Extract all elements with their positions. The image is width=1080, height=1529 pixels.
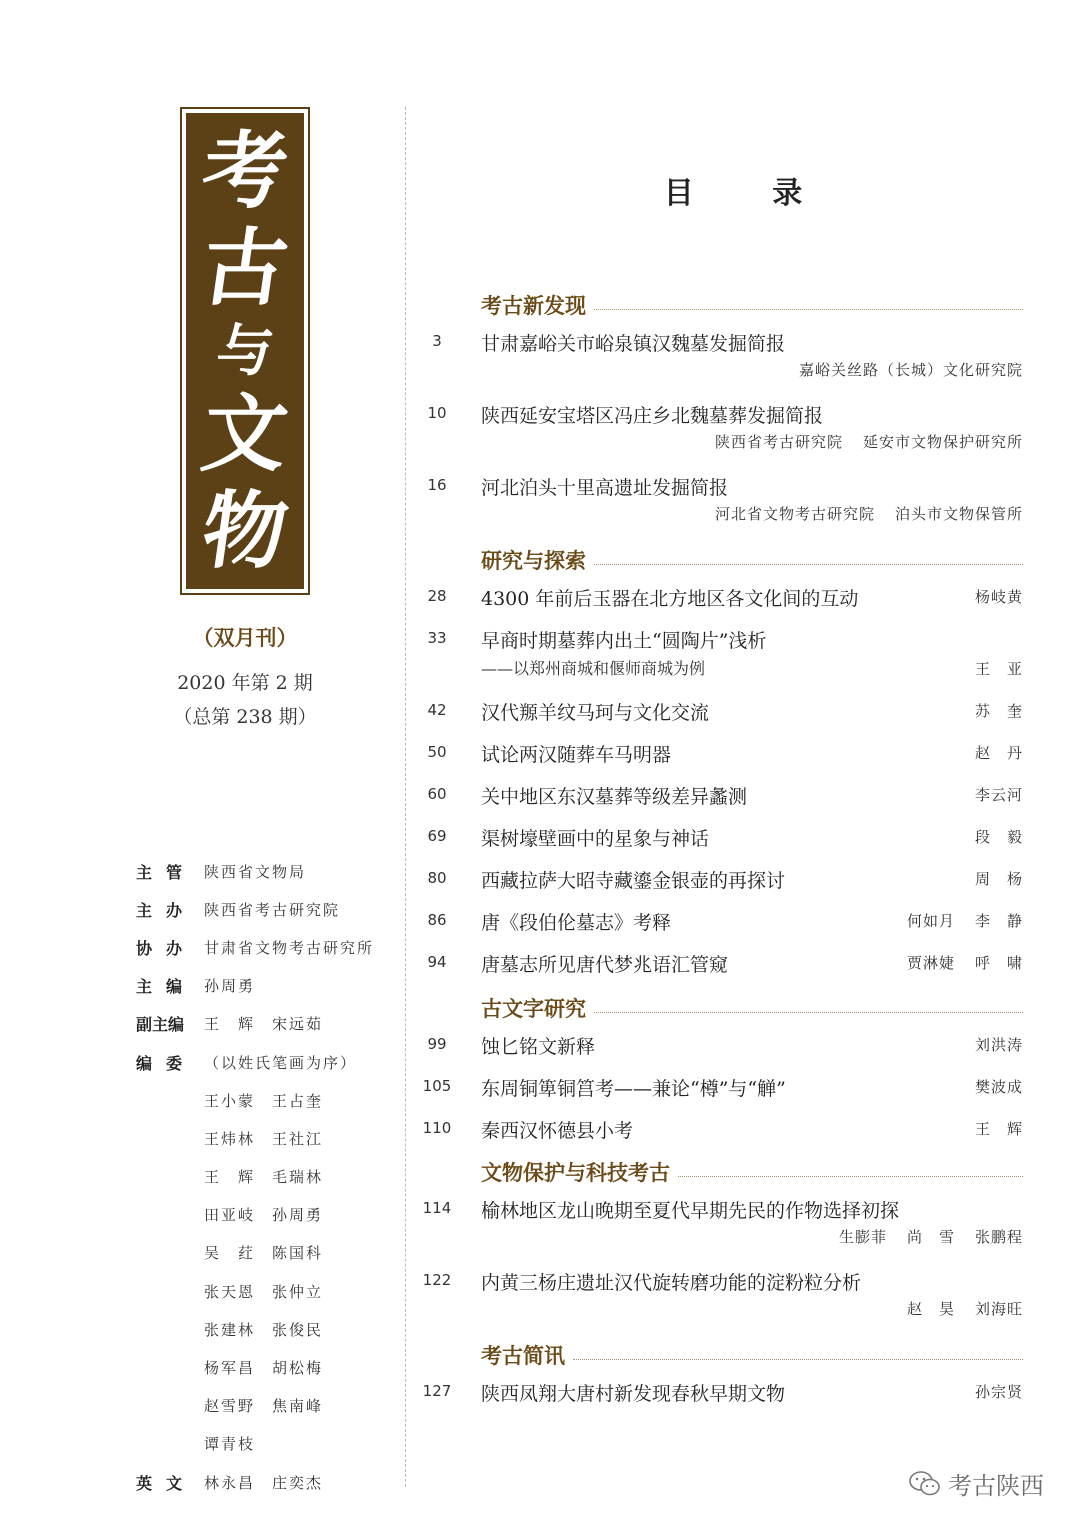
author-name: 苏 奎 (974, 702, 1023, 720)
logo-char: 文 (196, 383, 295, 483)
toc-authors (955, 586, 1023, 607)
issue-number: 2020 年第 2 期 (177, 672, 313, 694)
author-name: 刘海旺 (974, 1300, 1023, 1318)
toc-section-header (481, 291, 1023, 319)
toc-article-title: 关中地区东汉墓葬等级差异蠡测 (481, 786, 748, 808)
toc-article-title: 甘肃嘉峪关市峪泉镇汉魏墓发掘简报 (481, 333, 786, 355)
staff-row (136, 890, 396, 928)
toc-page-number: 80 (427, 869, 447, 887)
toc-authors (955, 1381, 1023, 1402)
toc-article-title: 陕西凤翔大唐村新发现春秋早期文物 (481, 1383, 786, 1405)
toc-section-header (481, 1158, 1023, 1186)
staff-names: 陕西省文物局 (204, 862, 307, 881)
journal-logo (180, 107, 310, 595)
toc-section-name: 研究与探索 (481, 548, 586, 573)
toc-page-number: 99 (427, 1035, 447, 1053)
staff-names: 林永昌 庄奕杰 (204, 1473, 324, 1492)
section-dotted-rule (678, 1176, 1023, 1177)
toc-authors (955, 826, 1023, 847)
toc-authors (955, 784, 1023, 805)
toc-authors (955, 742, 1023, 763)
staff-role-label: 主管 (136, 862, 197, 882)
watermark (908, 1466, 1044, 1501)
staff-row (136, 852, 396, 890)
toc-authors (955, 1076, 1023, 1097)
author-name: 呼 啸 (974, 954, 1023, 972)
editorial-staff-list (136, 852, 396, 1501)
staff-role-label: 主编 (136, 977, 197, 997)
author-name: 延安市文物保护研究所 (862, 433, 1023, 451)
toc-article-title: 汉代羱羊纹马珂与文化交流 (481, 702, 710, 724)
toc-article-title: 4300 年前后玉器在北方地区各文化间的互动 (481, 588, 859, 610)
author-name: 段 毅 (974, 828, 1023, 846)
toc-section-name: 文物保护与科技考古 (481, 1160, 670, 1185)
staff-role-label: 主办 (136, 900, 197, 920)
staff-names: 张天恩 张仲立 (204, 1282, 324, 1301)
toc-page-number: 50 (427, 743, 447, 761)
staff-names: 吴 荭 陈国科 (204, 1244, 324, 1263)
toc-article-title: 唐墓志所见唐代梦兆语汇管窥 (481, 954, 729, 976)
wechat-icon (908, 1470, 942, 1498)
staff-row (136, 1119, 396, 1157)
author-name: 李云河 (974, 786, 1023, 804)
staff-row (136, 1425, 396, 1463)
staff-row (136, 1463, 396, 1501)
staff-names: 王 辉 宋远茹 (204, 1015, 324, 1034)
logo-char: 物 (196, 480, 295, 580)
staff-row (136, 1234, 396, 1272)
author-name: 李 静 (974, 912, 1023, 930)
toc-page-number: 114 (422, 1199, 452, 1217)
staff-role-label: 协办 (136, 938, 197, 958)
staff-names: 张建林 张俊民 (204, 1320, 324, 1339)
section-dotted-rule (594, 564, 1023, 565)
author-name: 贾淋婕 (906, 954, 955, 972)
author-name: 张鹏程 (974, 1228, 1023, 1246)
author-name: 王 辉 (974, 1120, 1023, 1138)
toc-page-number: 60 (427, 785, 447, 803)
toc-article-subtitle: ——以郑州商城和偃师商城为例 (481, 659, 706, 678)
toc-authors (955, 658, 1023, 679)
toc-article-title: 西藏拉萨大昭寺藏鎏金银壶的再探讨 (481, 870, 786, 892)
toc-authors (779, 359, 1023, 380)
toc-page-number: 16 (427, 476, 447, 494)
staff-role-label: 编委 (136, 1053, 197, 1073)
author-name: 泊头市文物保管所 (894, 505, 1023, 523)
section-dotted-rule (594, 1012, 1023, 1013)
toc-title: 目 录 (663, 176, 837, 211)
author-name: 何如月 (906, 912, 955, 930)
toc-authors (819, 1226, 1023, 1247)
staff-row (136, 928, 396, 966)
total-issue-number: （总第 238 期） (173, 706, 317, 728)
journal-logo-panel (186, 113, 304, 589)
author-name: 孙宗贤 (974, 1383, 1023, 1401)
toc-article-title: 试论两汉随葬车马明器 (481, 744, 672, 766)
toc-article-title: 内黄三杨庄遗址汉代旋转磨功能的淀粉粒分析 (481, 1272, 862, 1294)
author-name: 刘洪涛 (974, 1036, 1023, 1054)
logo-char: 考 (196, 121, 295, 221)
staff-role-label: 英文 (136, 1473, 197, 1493)
section-dotted-rule (594, 309, 1023, 310)
toc-article-title: 早商时期墓葬内出土“圆陶片”浅析 (481, 630, 767, 652)
toc-authors (887, 910, 1023, 931)
toc-authors (955, 868, 1023, 889)
toc-authors (955, 1034, 1023, 1055)
staff-names: 甘肃省文物考古研究所 (204, 938, 375, 957)
toc-page-number: 10 (427, 404, 447, 422)
toc-article-title: 唐《段伯伦墓志》考释 (481, 912, 672, 934)
staff-row (136, 1348, 396, 1386)
toc-article-title: 东周铜箄铜筥考——兼论“樽”与“觯” (481, 1078, 786, 1100)
toc-page-number: 122 (422, 1271, 452, 1289)
toc-article-title: 秦西汉怀德县小考 (481, 1120, 634, 1142)
toc-section-header (481, 994, 1023, 1022)
toc-authors (955, 1118, 1023, 1139)
author-name: 嘉峪关丝路（长城）文化研究院 (798, 361, 1023, 379)
toc-section-name: 考古新发现 (481, 293, 586, 318)
staff-names: 赵雪野 焦南峰 (204, 1397, 324, 1416)
staff-row (136, 1196, 396, 1234)
staff-row (136, 1005, 396, 1043)
staff-names: （以姓氏笔画为序） (204, 1053, 358, 1072)
staff-names: 田亚岐 孙周勇 (204, 1206, 324, 1225)
toc-article-title: 河北泊头十里高遗址发掘简报 (481, 477, 729, 499)
staff-names: 谭青枝 (204, 1435, 256, 1454)
staff-names: 孙周勇 (204, 977, 256, 996)
section-dotted-rule (573, 1359, 1023, 1360)
staff-names: 王小蒙 王占奎 (204, 1091, 324, 1110)
watermark-text: 考古陕西 (948, 1472, 1044, 1500)
logo-char: 与 (212, 317, 278, 384)
toc-authors (695, 431, 1023, 452)
author-name: 赵 昊 (906, 1300, 955, 1318)
toc-section-name: 考古简讯 (481, 1343, 565, 1368)
toc-section-header (481, 1341, 1023, 1369)
author-name: 赵 丹 (974, 744, 1023, 762)
staff-row (136, 967, 396, 1005)
author-name: 周 杨 (974, 870, 1023, 888)
logo-char: 古 (196, 218, 295, 318)
author-name: 陕西省考古研究院 (714, 433, 843, 451)
toc-section-name: 古文字研究 (481, 996, 586, 1021)
staff-row (136, 1081, 396, 1119)
staff-row (136, 1310, 396, 1348)
staff-role-label: 副主编 (136, 1015, 185, 1035)
staff-names: 杨军昌 胡松梅 (204, 1359, 324, 1378)
staff-names: 王炜林 王社江 (204, 1129, 324, 1148)
author-name: 樊波成 (974, 1078, 1023, 1096)
author-name: 杨岐黄 (974, 588, 1023, 606)
publication-frequency: （双月刊） (192, 625, 298, 650)
author-name: 生膨菲 (838, 1228, 887, 1246)
staff-row (136, 1043, 396, 1081)
staff-row (136, 1387, 396, 1425)
author-name: 尚 雪 (906, 1228, 955, 1246)
toc-authors (887, 952, 1023, 973)
column-divider (405, 107, 406, 1487)
author-name: 河北省文物考古研究院 (714, 505, 875, 523)
toc-article-title: 蚀匕铭文新释 (481, 1036, 596, 1058)
toc-page-number: 33 (427, 629, 447, 647)
toc-authors (887, 1298, 1023, 1319)
toc-page-number: 69 (427, 827, 447, 845)
toc-authors (695, 503, 1023, 524)
toc-page-number: 110 (422, 1119, 452, 1137)
staff-row (136, 1272, 396, 1310)
toc-section-header (481, 546, 1023, 574)
toc-authors (955, 700, 1023, 721)
toc-page-number: 86 (427, 911, 447, 929)
toc-page-number: 3 (432, 332, 442, 350)
staff-names: 陕西省考古研究院 (204, 900, 341, 919)
staff-row (136, 1158, 396, 1196)
staff-names: 王 辉 毛瑞林 (204, 1168, 324, 1187)
toc-article-title: 榆林地区龙山晚期至夏代早期先民的作物选择初探 (481, 1200, 900, 1222)
toc-article-title: 渠树壕壁画中的星象与神话 (481, 828, 710, 850)
toc-article-title: 陕西延安宝塔区冯庄乡北魏墓葬发掘简报 (481, 405, 824, 427)
author-name: 王 亚 (974, 660, 1023, 678)
toc-page-number: 28 (427, 587, 447, 605)
toc-page-number: 42 (427, 701, 447, 719)
toc-page-number: 127 (422, 1382, 452, 1400)
toc-page-number: 94 (427, 953, 447, 971)
toc-page-number: 105 (422, 1077, 452, 1095)
